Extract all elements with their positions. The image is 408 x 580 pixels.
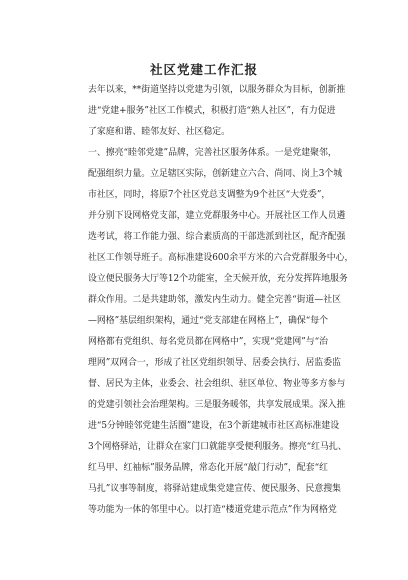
body-line: 一、擦亮“睦邻党建”品牌，完善社区服务体系。一是党建聚邻， (88, 148, 337, 158)
body-line: 配强组织力量。立足辖区实际，创新建立六合、尚同、岗上3个城 (88, 169, 343, 179)
document-title: 社区党建工作汇报 (149, 62, 258, 77)
body-line: 马扎”议事等制度，将驿站建成集党建宣传、便民服务、民意搜集 (88, 484, 342, 494)
body-line: 设立便民服务大厅等12个功能室，全天候开放，充分发挥阵地服务 (88, 274, 348, 284)
body-line: 进“5分钟睦邻党建生活圈”建设，在3个新建城市社区高标准建设 (88, 421, 340, 431)
body-line: 督、居民为主体，业委会、社会组织、驻区单位、物业等多方参与 (88, 379, 346, 389)
body-line: 网格都有党组织、每名党员都在网格中”，实现“党建网”与“治 (88, 337, 329, 347)
document-body (88, 80, 354, 521)
body-line: 进“党建+服务”社区工作模式，积极打造“熟人社区”，有力促进 (88, 106, 336, 116)
body-line: 选考试，将工作能力强、综合素质高的干部选派到社区，配齐配强 (88, 232, 346, 242)
body-line: 等功能为一体的邻里中心。以打造“楼道党建示范点”作为网格党 (88, 505, 337, 515)
body-line: 红马甲、红袖标”服务品牌，常态化开展“敲门行动”，配套“红 (88, 463, 329, 473)
body-line: 了家庭和谐、睦邻友好、社区稳定。 (88, 127, 230, 137)
body-line: 市社区，同时，将原7个社区党总支调整为9个社区“大党委”， (88, 190, 331, 200)
body-line: 3个网格驿站，让群众在家门口就能享受便利服务。擦亮“红马扎、 (88, 442, 347, 452)
body-line: 的党建引领社会治理架构。三是服务暖邻，共享发展成果。深入推 (88, 400, 346, 410)
body-line: 群众作用。二是共建助邻，激发内生动力。健全完善“街道—社区 (88, 295, 342, 305)
body-line: 并分别下设网格党支部，建立党群服务中心。开展社区工作人员遴 (88, 211, 346, 221)
body-line: —网格”基层组织架构，通过“党支部建在网格上”，确保“每个 (88, 316, 329, 326)
body-line: 去年以来，**街道坚持以党建为引领，以服务群众为目标，创新推 (88, 85, 346, 95)
body-line: 社区工作领导班子。高标准建设600余平方米的六合党群服务中心， (88, 253, 354, 263)
body-line: 理网”双网合一，形成了社区党组织领导、居委会执行、居监委监 (88, 358, 342, 368)
